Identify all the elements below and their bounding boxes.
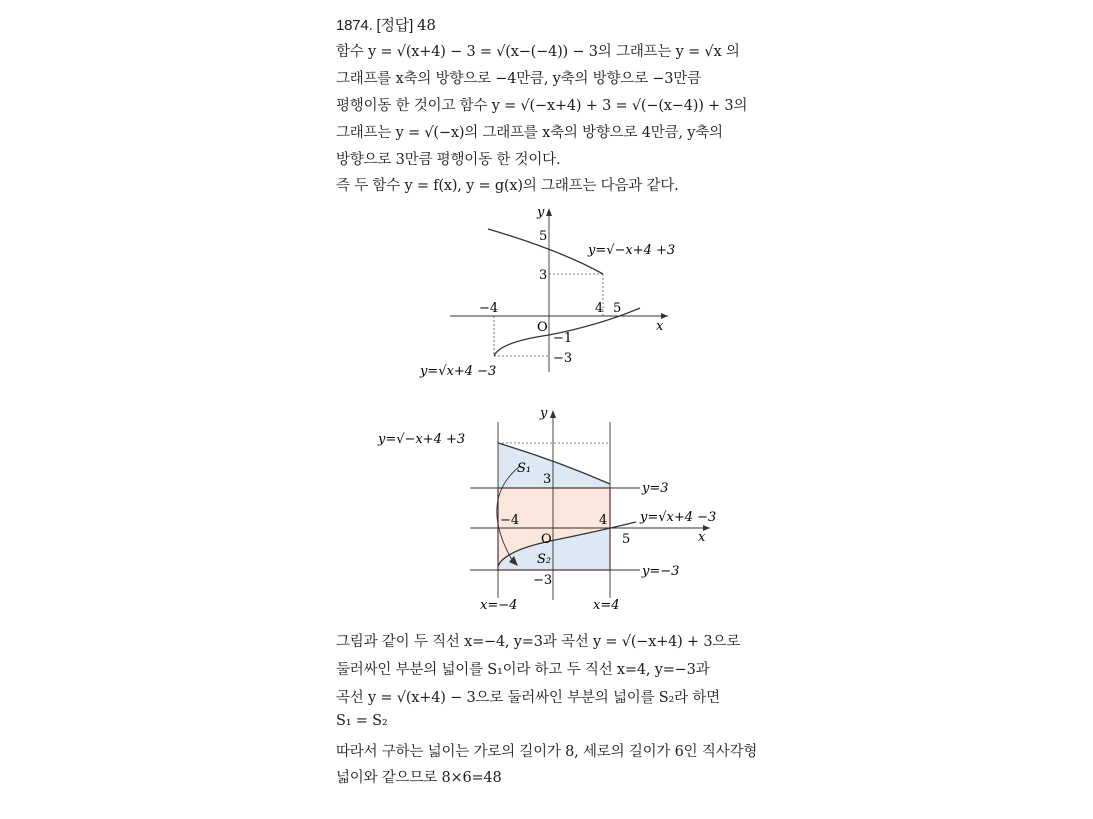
graph2-tick-yneg3: −3 [533, 573, 553, 588]
problem-number: 1874. [336, 17, 373, 34]
graph1-y-arrow [546, 208, 552, 216]
graph2-line-yneg3-label: y=−3 [642, 564, 680, 579]
graph2-curve-lower-label: y=√x+4 −3 [640, 510, 717, 525]
explanation-line-5: 방향으로 3만큼 평행이동 한 것이다. [336, 152, 561, 168]
graph1-tick-yneg3: −3 [553, 351, 573, 366]
explanation-line-6: 즉 두 함수 y = f(x), y = g(x)의 그래프는 다음과 같다. [336, 178, 679, 194]
graph2-y-arrow [550, 410, 556, 418]
graph2-y-axis-label: y [540, 406, 548, 421]
graph2-tick-x5: 5 [622, 532, 631, 547]
conclusion-line-6: 넓이와 같으므로 8×6=48 [336, 770, 502, 786]
graph2-tick-xneg4: −4 [500, 513, 520, 528]
graph2-line-xneg4-label: x=−4 [480, 598, 518, 613]
graph1-x-axis-label: x [656, 319, 664, 334]
explanation-line-2: 그래프를 x축의 방향으로 −4만큼, y축의 방향으로 −3만큼 [336, 71, 701, 87]
answer-tag: [정답] [376, 17, 414, 34]
explanation-line-3: 평행이동 한 것이고 함수 y = √(−x+4) + 3 = √(−(x−4)) + 3의 [336, 98, 748, 114]
graph1-curve-upper-label: y=√−x+4 +3 [588, 243, 676, 258]
graph1-y-axis-label: y [537, 205, 545, 220]
answer-value: 48 [417, 16, 436, 34]
graph2-region-s2-label: S₂ [537, 552, 552, 567]
graph2-tick-y3: 3 [543, 472, 552, 487]
graph2-region-s1-label: S₁ [517, 461, 532, 476]
graph2-line-y3-label: y=3 [642, 481, 669, 496]
explanation-line-1: 함수 y = √(x+4) − 3 = √(x−(−4)) − 3의 그래프는 y = √x 의 [336, 44, 740, 60]
graph1-tick-y3: 3 [539, 268, 548, 283]
conclusion-line-4: S₁ = S₂ [336, 713, 388, 729]
conclusion-line-1: 그림과 같이 두 직선 x=−4, y=3과 곡선 y = √(−x+4) + 3으로 [336, 634, 741, 650]
graph1-tick-x5: 5 [613, 301, 622, 316]
conclusion-line-3: 곡선 y = √(x+4) − 3으로 둘러싸인 부분의 넓이를 S₂라 하면 [336, 690, 720, 706]
graph2-tick-x4: 4 [599, 513, 608, 528]
graph1-tick-y5: 5 [539, 229, 548, 244]
graph1-curve-lower-label: y=√x+4 −3 [420, 364, 497, 379]
graph1-origin: O [537, 320, 548, 335]
graph2-region-s1 [498, 443, 610, 488]
graph2-origin: O [541, 532, 552, 547]
graph1-tick-x4: 4 [595, 301, 604, 316]
graph-2 [370, 400, 730, 618]
graph2-line-x4-label: x=4 [593, 598, 620, 613]
conclusion-line-5: 따라서 구하는 넓이는 가로의 길이가 8, 세로의 길이가 6인 직사각형 [336, 744, 758, 760]
graph-1 [410, 198, 700, 388]
explanation-line-4: 그래프는 y = √(−x)의 그래프를 x축의 방향으로 4만큼, y축의 [336, 125, 723, 141]
problem-header [336, 14, 436, 35]
graph1-tick-yneg1: −1 [553, 331, 573, 346]
graph2-x-axis-label: x [698, 530, 706, 545]
graph1-tick-xneg4: −4 [479, 301, 499, 316]
graph2-curve-upper-label: y=√−x+4 +3 [378, 432, 466, 447]
conclusion-line-2: 둘러싸인 부분의 넓이를 S₁이라 하고 두 직선 x=4, y=−3과 [336, 662, 710, 678]
